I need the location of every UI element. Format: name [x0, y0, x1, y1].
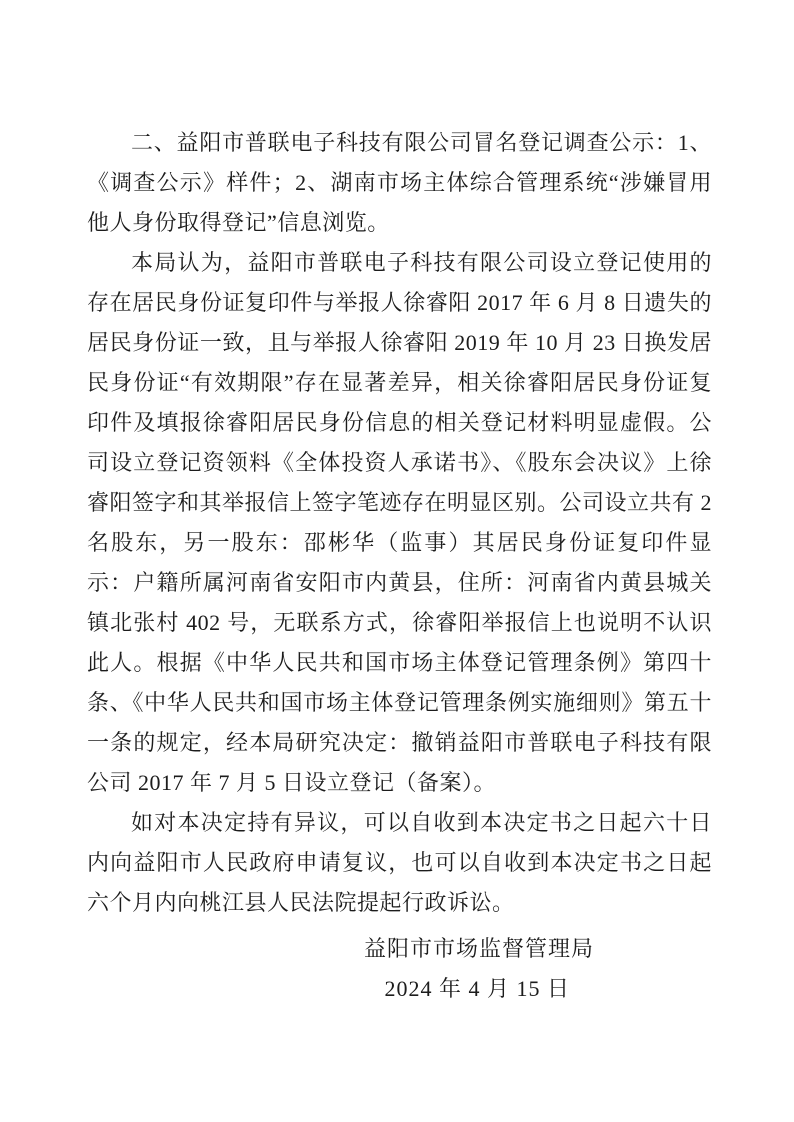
signature-block	[87, 929, 712, 1009]
issuer-signature: 益阳市市场监督管理局	[363, 936, 594, 961]
paragraph-evidence-list: 二、益阳市普联电子科技有限公司冒名登记调查公示：1、《调查公示》样件；2、湖南市场主体综合管理系统“涉嫌冒用他人身份取得登记”信息浏览。	[87, 130, 712, 235]
paragraph-appeal-rights: 如对本决定持有异议，可以自收到本决定书之日起六十日内向益阳市人民政府申请复议，也可以自收到本决定书之日起六个月内向桃江县人民法院提起行政诉讼。	[87, 810, 712, 915]
paragraph-findings-and-decision: 本局认为，益阳市普联电子科技有限公司设立登记使用的存在居民身份证复印件与举报人徐睿阳 2017 年 6 月 8 日遗失的居民身份证一致，且与举报人徐睿阳 2019 年 10 月 23 日换发居民身份证“有效期限”存在显著差异，相关徐睿阳居民身份证复印件及填报徐睿阳居民身份信息的相关登记材料明显虚假。公司设立登记资领料《全体投资人承诺书》、《股东会决议》上徐睿阳签字和其举报信上签字笔迹存在明显区别。公司设立共有 2 名股东，另一股东：邵彬华（监事）其居民身份证复印件显示：户籍所属河南省安阳市内黄县，住所：河南省内黄县城关镇北张村 402 号，无联系方式，徐睿阳举报信上也说明不认识此人。根据《中华人民共和国市场主体登记管理条例》第四十条、《中华人民共和国市场主体登记管理条例实施细则》第五十一条的规定，经本局研究决定：撤销益阳市普联电子科技有限公司 2017 年 7 月 5 日设立登记（备案）。	[87, 250, 713, 795]
document-body	[87, 123, 712, 1009]
issue-date: 2024 年 4 月 15 日	[384, 976, 570, 1001]
